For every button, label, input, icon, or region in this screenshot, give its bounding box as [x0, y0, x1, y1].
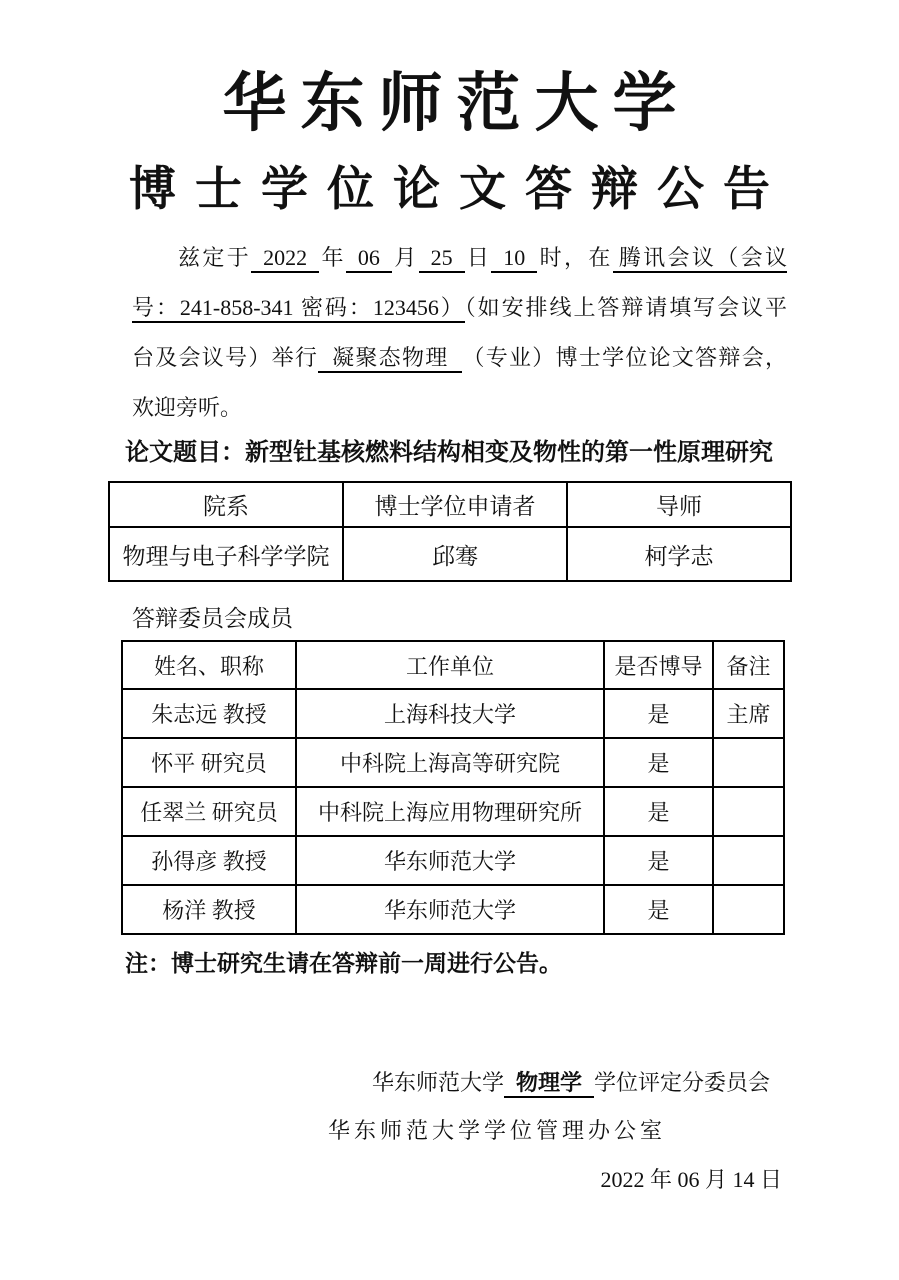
table-row	[122, 885, 784, 934]
month-field: 06	[346, 245, 392, 273]
cell-applicant: 邱骞	[343, 527, 567, 581]
cell-supervisor: 是	[604, 787, 713, 836]
notice-line-2	[132, 283, 787, 333]
announcement-title: 博士学位论文答辩公告	[129, 164, 789, 216]
cell-affiliation: 华东师范大学	[296, 885, 604, 934]
table-row	[109, 527, 791, 581]
notice-paragraph	[132, 233, 787, 433]
header-cell-name-title: 姓名、职称	[122, 641, 296, 689]
cell-name: 怀平 研究员	[122, 738, 296, 787]
cell-supervisor: 是	[604, 738, 713, 787]
cell-affiliation: 上海科技大学	[296, 689, 604, 738]
notice-text: 台及会议号）举行	[132, 345, 319, 370]
cell-remark: 主席	[713, 689, 784, 738]
cell-name: 孙得彦 教授	[122, 836, 296, 885]
cell-name: 杨洋 教授	[122, 885, 296, 934]
cell-remark	[713, 885, 784, 934]
cell-supervisor: 是	[604, 836, 713, 885]
footer-major-field: 物理学	[504, 1070, 594, 1098]
notice-text: 月	[391, 245, 419, 270]
cell-remark	[713, 787, 784, 836]
hour-field: 10	[491, 245, 537, 273]
header-cell-advisor: 导师	[567, 482, 791, 527]
cell-remark	[713, 738, 784, 787]
header-cell-remarks: 备注	[713, 641, 784, 689]
cell-name: 朱志远 教授	[122, 689, 296, 738]
footer-text: 学位评定分委员会	[593, 1070, 770, 1095]
cell-name: 任翠兰 研究员	[122, 787, 296, 836]
notice-text: 日	[464, 245, 492, 270]
venue-field-continued: 号：241-858-341 密码：123456）	[132, 295, 465, 323]
table-row	[122, 836, 784, 885]
footer-office-line: 华东师范大学学位管理办公室	[327, 1118, 666, 1143]
venue-field: 腾讯会议（会议	[613, 245, 787, 273]
notice-text: 年	[319, 245, 346, 270]
cell-supervisor: 是	[604, 689, 713, 738]
header-cell-doctoral-supervisor: 是否博导	[604, 641, 713, 689]
table-row	[122, 738, 784, 787]
year-field: 2022	[251, 245, 319, 273]
table-row	[122, 689, 784, 738]
notice-text: （如安排线上答辩请填写会议平	[464, 295, 787, 320]
cell-supervisor: 是	[604, 885, 713, 934]
table-row	[122, 787, 784, 836]
notice-text: 欢迎旁听。	[132, 395, 243, 420]
committee-section-label: 答辩委员会成员	[132, 606, 293, 631]
notice-line-1	[132, 233, 787, 283]
footer-committee-line	[372, 1066, 770, 1097]
cell-remark	[713, 836, 784, 885]
major-field: 凝聚态物理	[318, 345, 462, 373]
applicant-table	[108, 481, 792, 582]
table-header-row	[109, 482, 791, 527]
header-cell-department: 院系	[109, 482, 343, 527]
notice-line-4	[132, 383, 787, 433]
notice-line-3	[132, 333, 787, 383]
thesis-title-label: 论文题目：	[125, 440, 245, 466]
cell-advisor: 柯学志	[567, 527, 791, 581]
thesis-title-line	[125, 438, 785, 468]
header-cell-applicant: 博士学位申请者	[343, 482, 567, 527]
notice-text: 时，在	[537, 245, 613, 270]
cell-affiliation: 中科院上海高等研究院	[296, 738, 604, 787]
header-cell-affiliation: 工作单位	[296, 641, 604, 689]
university-name: 华东师范大学	[222, 68, 691, 139]
thesis-title: 新型钍基核燃料结构相变及物性的第一性原理研究	[245, 440, 773, 466]
cell-affiliation: 中科院上海应用物理研究所	[296, 787, 604, 836]
notice-text: （专业）博士学位论文答辩会，	[462, 345, 787, 370]
committee-table	[121, 640, 785, 935]
cell-affiliation: 华东师范大学	[296, 836, 604, 885]
footer-text: 华东师范大学	[371, 1070, 504, 1095]
day-field: 25	[419, 245, 465, 273]
footer-date: 2022 年 06 月 14 日	[600, 1167, 782, 1192]
notice-text: 兹定于	[178, 245, 252, 270]
note-line: 注：博士研究生请在答辩前一周进行公告。	[125, 951, 562, 976]
table-header-row	[122, 641, 784, 689]
cell-department: 物理与电子科学学院	[109, 527, 343, 581]
